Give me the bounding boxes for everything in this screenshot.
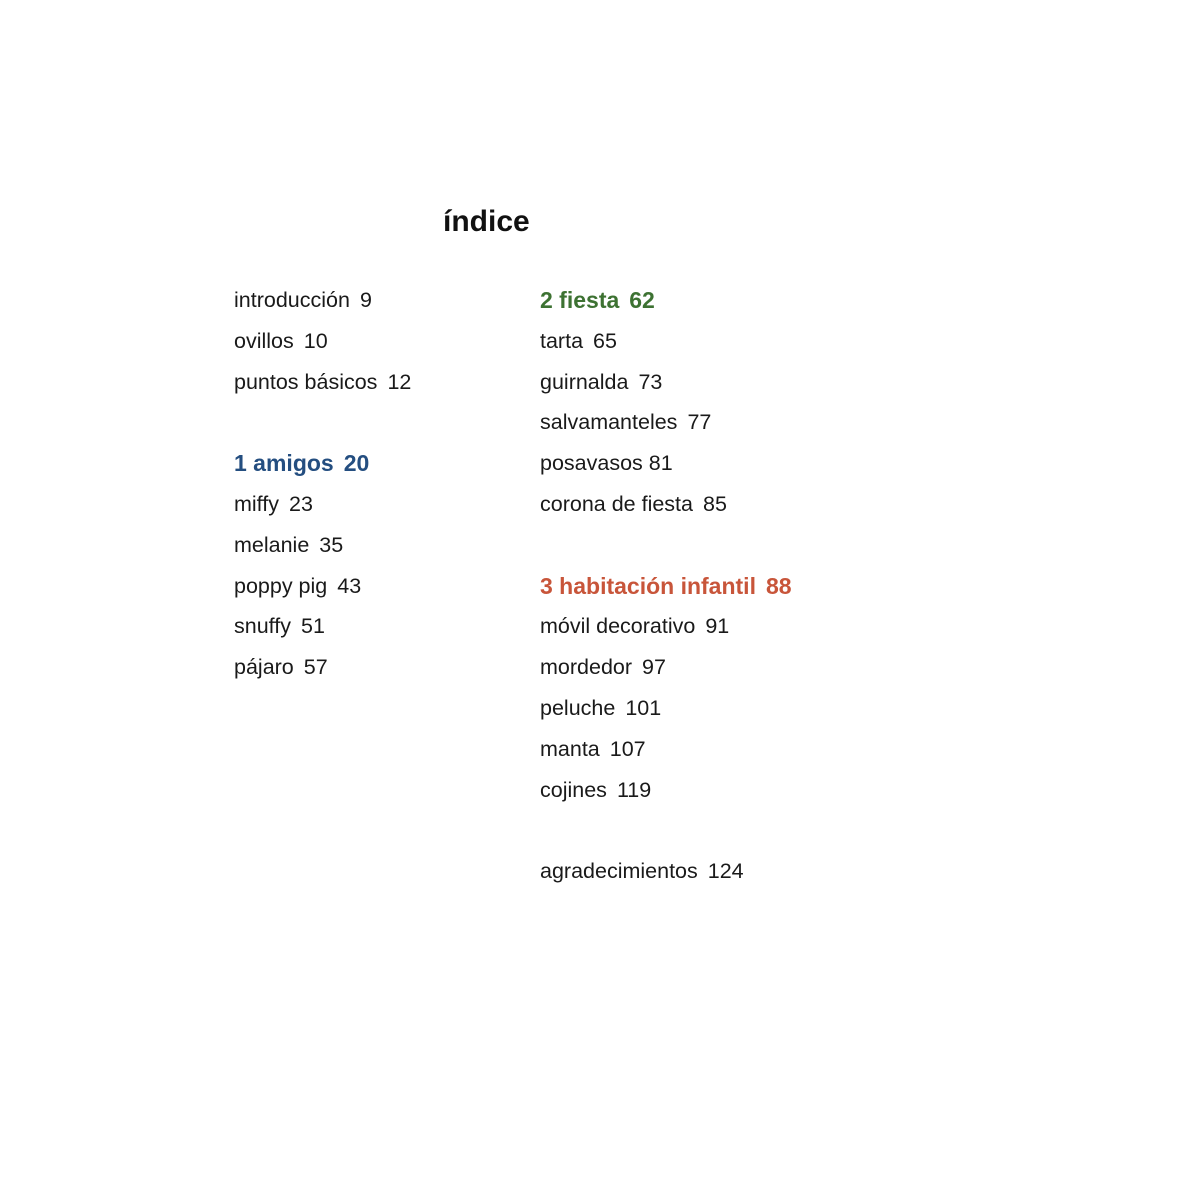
toc-entry-label: peluche — [540, 695, 616, 720]
toc-entry-page: 124 — [707, 859, 744, 884]
toc-entry-label: salvamanteles — [540, 410, 678, 435]
toc-entry-posavasos[interactable] — [540, 443, 900, 484]
toc-entry-corona-de-fiesta[interactable] — [540, 484, 900, 525]
toc-entry-tarta[interactable] — [540, 321, 900, 362]
toc-entry-label: tarta — [540, 328, 584, 353]
toc-entry-page: 65 — [593, 328, 617, 353]
toc-entry-page: 43 — [337, 573, 362, 598]
toc-entry-salvamanteles[interactable] — [540, 402, 900, 443]
toc-entry-label: ovillos — [234, 328, 294, 353]
toc-entry-page: 10 — [303, 328, 328, 353]
toc-entry-label: miffy — [234, 491, 279, 516]
toc-section-label: 1 amigos — [234, 450, 334, 477]
toc-section-page: 62 — [629, 287, 655, 313]
toc-entry-page: 101 — [625, 695, 662, 720]
toc-entry-agradecimientos[interactable] — [540, 851, 900, 892]
toc-entry-page: 57 — [303, 655, 328, 680]
toc-entry-page: 77 — [687, 410, 712, 435]
toc-entry-label: pájaro — [234, 655, 294, 680]
toc-entry-label: posavasos — [540, 451, 643, 476]
toc-entry-page: 12 — [387, 369, 412, 394]
toc-right-column — [540, 280, 900, 892]
toc-section-label: 3 habitación infantil — [540, 572, 756, 599]
toc-entry-movil-decorativo[interactable] — [540, 606, 900, 647]
toc-section-habitacion-infantil[interactable] — [540, 566, 900, 607]
toc-entry-label: mordedor — [540, 655, 633, 680]
toc-entry-guirnalda[interactable] — [540, 362, 900, 403]
toc-section-page: 88 — [765, 572, 792, 599]
toc-section-fiesta[interactable] — [540, 280, 900, 321]
toc-entry-label: cojines — [540, 777, 607, 802]
toc-entry-page: 35 — [319, 532, 344, 557]
toc-entry-label: guirnalda — [540, 369, 629, 394]
toc-entry-label: introducción — [234, 288, 350, 312]
toc-entry-label: móvil decorativo — [540, 614, 696, 639]
toc-entry-page: 73 — [638, 369, 663, 394]
toc-entry-page: 51 — [300, 614, 325, 639]
toc-entry-label: corona de fiesta — [540, 491, 693, 516]
toc-entry-manta[interactable] — [540, 729, 900, 770]
page-title: índice — [443, 205, 530, 238]
toc-entry-label: poppy pig — [234, 573, 328, 598]
toc-entry-page: 23 — [289, 491, 313, 516]
toc-entry-label: melanie — [234, 532, 310, 557]
toc-entry-label: manta — [540, 736, 600, 761]
toc-entry-page: 107 — [609, 736, 646, 761]
toc-entry-page: 9 — [359, 288, 372, 312]
toc-entry-page: 81 — [648, 451, 673, 476]
toc-entry-label: snuffy — [234, 614, 291, 639]
toc-entry-page: 97 — [642, 655, 666, 680]
toc-entry-page: 119 — [616, 777, 652, 802]
toc-section-page: 20 — [343, 450, 370, 477]
toc-entry-page: 85 — [703, 491, 727, 516]
toc-entry-label: agradecimientos — [540, 859, 698, 884]
toc-entry-page: 91 — [705, 614, 730, 639]
toc-section-label: 2 fiesta — [540, 287, 620, 313]
toc-entry-peluche[interactable] — [540, 688, 900, 729]
toc-entry-label: puntos básicos — [234, 369, 378, 394]
toc-entry-cojines[interactable] — [540, 770, 900, 811]
toc-entry-mordedor[interactable] — [540, 647, 900, 688]
